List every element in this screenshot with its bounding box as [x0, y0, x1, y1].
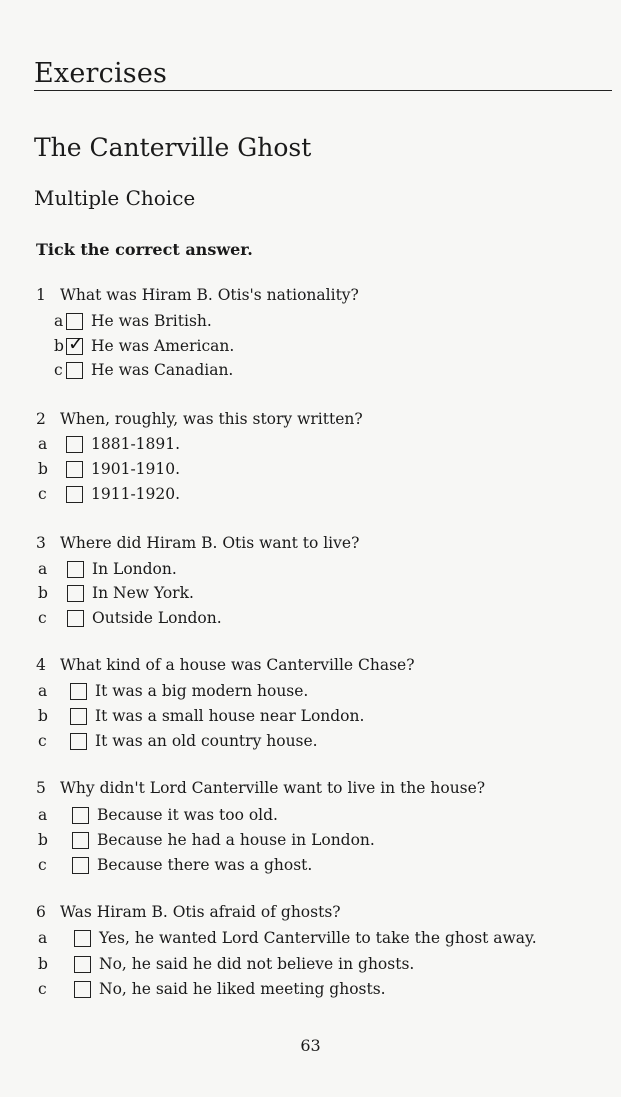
option-1c[interactable]	[54, 361, 233, 379]
option-letter: c	[54, 361, 63, 379]
option-text: Outside London.	[92, 609, 222, 627]
question-number: 3	[36, 534, 46, 552]
option-text: He was British.	[91, 312, 212, 330]
checked-checkbox[interactable]	[66, 338, 83, 355]
option-letter: c	[38, 732, 47, 750]
exercise-subtitle: Multiple Choice	[34, 186, 196, 210]
option-letter: c	[38, 980, 47, 998]
option-letter: c	[38, 485, 47, 503]
option-letter: a	[38, 560, 48, 578]
question-text: When, roughly, was this story written?	[60, 410, 363, 428]
option-text: In London.	[92, 560, 177, 578]
option-text: 1881-1891.	[91, 435, 181, 453]
checkbox[interactable]	[66, 362, 83, 379]
option-3c[interactable]	[38, 609, 222, 627]
option-2c[interactable]	[38, 485, 180, 503]
section-divider	[34, 90, 612, 91]
checkbox[interactable]	[66, 436, 83, 453]
question-text: Why didn't Lord Canterville want to live in the house?	[60, 779, 486, 797]
option-letter: b	[38, 955, 48, 973]
option-letter: b	[38, 831, 48, 849]
option-text: No, he said he did not believe in ghosts.	[99, 955, 415, 973]
option-2b[interactable]	[38, 460, 180, 478]
question-text: What was Hiram B. Otis's nationality?	[60, 286, 359, 304]
option-6a[interactable]	[38, 929, 537, 947]
question-6	[36, 903, 341, 921]
option-letter: b	[38, 460, 48, 478]
question-1	[36, 286, 359, 304]
option-letter: a	[38, 682, 48, 700]
checkbox[interactable]	[74, 956, 91, 973]
option-text: He was Canadian.	[91, 361, 234, 379]
option-1b[interactable]	[54, 337, 234, 355]
option-text: Yes, he wanted Lord Canterville to take the ghost away.	[99, 929, 537, 947]
option-letter: a	[38, 435, 48, 453]
option-text: He was American.	[91, 337, 235, 355]
question-text: Was Hiram B. Otis afraid of ghosts?	[60, 903, 341, 921]
option-letter: a	[38, 929, 48, 947]
option-letter: b	[38, 584, 48, 602]
option-5b[interactable]	[38, 831, 375, 849]
section-title: Exercises	[34, 58, 168, 89]
question-number: 5	[36, 779, 46, 797]
option-4a[interactable]	[38, 682, 308, 700]
option-text: 1901-1910.	[91, 460, 181, 478]
checkbox[interactable]	[74, 981, 91, 998]
question-text: What kind of a house was Canterville Chase?	[60, 656, 415, 674]
option-text: Because there was a ghost.	[97, 856, 313, 874]
option-text: It was an old country house.	[95, 732, 318, 750]
question-number: 2	[36, 410, 46, 428]
option-4b[interactable]	[38, 707, 364, 725]
question-number: 1	[36, 286, 46, 304]
page-number: 63	[300, 1036, 321, 1055]
option-4c[interactable]	[38, 732, 318, 750]
option-3a[interactable]	[38, 560, 177, 578]
checkbox[interactable]	[66, 486, 83, 503]
question-5	[36, 779, 485, 797]
option-text: It was a big modern house.	[95, 682, 309, 700]
question-text: Where did Hiram B. Otis want to live?	[60, 534, 360, 552]
option-letter: a	[54, 312, 64, 330]
option-letter: c	[38, 609, 47, 627]
option-letter: b	[38, 707, 48, 725]
checkbox[interactable]	[72, 832, 89, 849]
option-text: 1911-1920.	[91, 485, 181, 503]
checkbox[interactable]	[67, 561, 84, 578]
option-letter: a	[38, 806, 48, 824]
option-text: It was a small house near London.	[95, 707, 365, 725]
option-text: Because it was too old.	[97, 806, 278, 824]
question-number: 4	[36, 656, 46, 674]
option-1a[interactable]	[54, 312, 212, 330]
instruction-text: Tick the correct answer.	[36, 240, 253, 259]
question-3	[36, 534, 359, 552]
option-3b[interactable]	[38, 584, 194, 602]
checkbox[interactable]	[72, 857, 89, 874]
option-5a[interactable]	[38, 806, 278, 824]
question-4	[36, 656, 415, 674]
checkbox[interactable]	[67, 585, 84, 602]
checkbox[interactable]	[72, 807, 89, 824]
option-6b[interactable]	[38, 955, 414, 973]
checkbox[interactable]	[67, 610, 84, 627]
option-letter: b	[54, 337, 64, 355]
option-text: Because he had a house in London.	[97, 831, 375, 849]
option-text: In New York.	[92, 584, 194, 602]
option-letter: c	[38, 856, 47, 874]
checkbox[interactable]	[74, 930, 91, 947]
checkbox[interactable]	[70, 733, 87, 750]
checkbox[interactable]	[66, 313, 83, 330]
checkbox[interactable]	[70, 683, 87, 700]
option-2a[interactable]	[38, 435, 180, 453]
question-number: 6	[36, 903, 46, 921]
story-title: The Canterville Ghost	[34, 133, 312, 162]
checkbox[interactable]	[70, 708, 87, 725]
option-5c[interactable]	[38, 856, 312, 874]
checkbox[interactable]	[66, 461, 83, 478]
option-text: No, he said he liked meeting ghosts.	[99, 980, 386, 998]
question-2	[36, 410, 363, 428]
option-6c[interactable]	[38, 980, 386, 998]
